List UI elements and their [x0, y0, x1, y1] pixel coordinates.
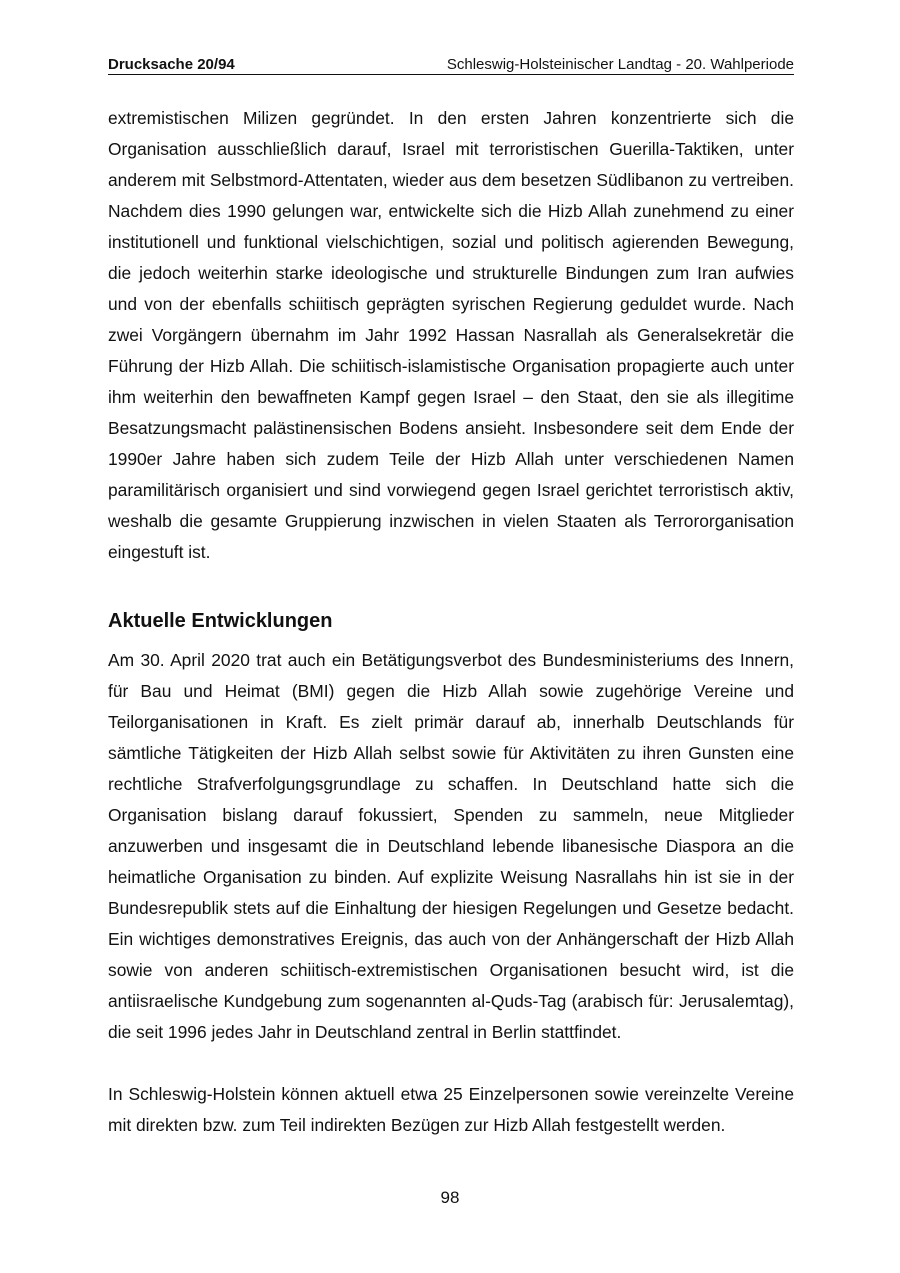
- body-paragraph-1: extremistischen Milizen gegründet. In den ersten Jahren konzentrierte sich die Organisation ausschließlich darauf, Israel mit terroristischen Guerilla-Taktiken, unter anderem mit Selbstmord-Attentaten, wieder aus dem besetzen Südlibanon zu vertreiben. Nachdem dies 1990 gelungen war, entwickelte sich die Hizb Allah zunehmend zu einer institutionell und funktional vielschichtigen, sozial und politisch agierenden Bewegung, die jedoch weiterhin starke ideologische und strukturelle Bindungen zum Iran aufwies und von der ebenfalls schiitisch geprägten syrischen Regierung geduldet wurde. Nach zwei Vorgängern übernahm im Jahr 1992 Hassan Nasrallah als Generalsekretär die Führung der Hizb Allah. Die schiitisch-islamistische Organisation propagierte auch unter ihm weiterhin den bewaffneten Kampf gegen Israel – den Staat, den sie als illegitime Besatzungsmacht palästinensischen Bodens ansieht. Insbesondere seit dem Ende der 1990er Jahre haben sich zudem Teile der Hizb Allah unter verschiedenen Namen paramilitärisch organisiert und sind vorwiegend gegen Israel gerichtet terroristisch aktiv, weshalb die gesamte Gruppierung inzwischen in vielen Staaten als Terrororganisation eingestuft ist.: [108, 108, 794, 562]
- page-content: [108, 103, 794, 1141]
- section-heading: Aktuelle Entwicklungen: [108, 610, 333, 632]
- body-paragraph-2: Am 30. April 2020 trat auch ein Betätigungsverbot des Bundesministeriums des Innern, für Bau und Heimat (BMI) gegen die Hizb Allah sowie zugehörige Vereine und Teilorganisationen in Kraft. Es zielt primär darauf ab, innerhalb Deutschlands für sämtliche Tätigkeiten der Hizb Allah selbst sowie für Aktivitäten zu ihren Gunsten eine rechtliche Strafverfolgungsgrundlage zu schaffen. In Deutschland hatte sich die Organisation bislang darauf fokussiert, Spenden zu sammeln, neue Mitglieder anzuwerben und insgesamt die in Deutschland lebende libanesische Diaspora an die heimatliche Organisation zu binden. Auf explizite Weisung Nasrallahs hin ist sie in der Bundesrepublik stets auf die Einhaltung der hiesigen Regelungen und Gesetze bedacht. Ein wichtiges demonstratives Ereignis, das auch von der Anhängerschaft der Hizb Allah sowie von anderen schiitisch-extremistischen Organisationen besucht wird, ist die antiisraelische Kundgebung zum sogenannten al-Quds-Tag (arabisch für: Jerusalemtag), die seit 1996 jedes Jahr in Deutschland zentral in Berlin stattfindet.: [108, 650, 794, 1042]
- parliament-title: Schleswig-Holsteinischer Landtag - 20. Wahlperiode: [446, 56, 794, 73]
- body-paragraph-3: In Schleswig-Holstein können aktuell etwa 25 Einzelpersonen sowie vereinzelte Vereine mit direkten bzw. zum Teil indirekten Bezügen zur Hizb Allah festgestellt werden.: [108, 1084, 794, 1135]
- page-header: [108, 54, 794, 75]
- document-number: Drucksache 20/94: [108, 56, 235, 73]
- page-number: 98: [440, 1188, 460, 1207]
